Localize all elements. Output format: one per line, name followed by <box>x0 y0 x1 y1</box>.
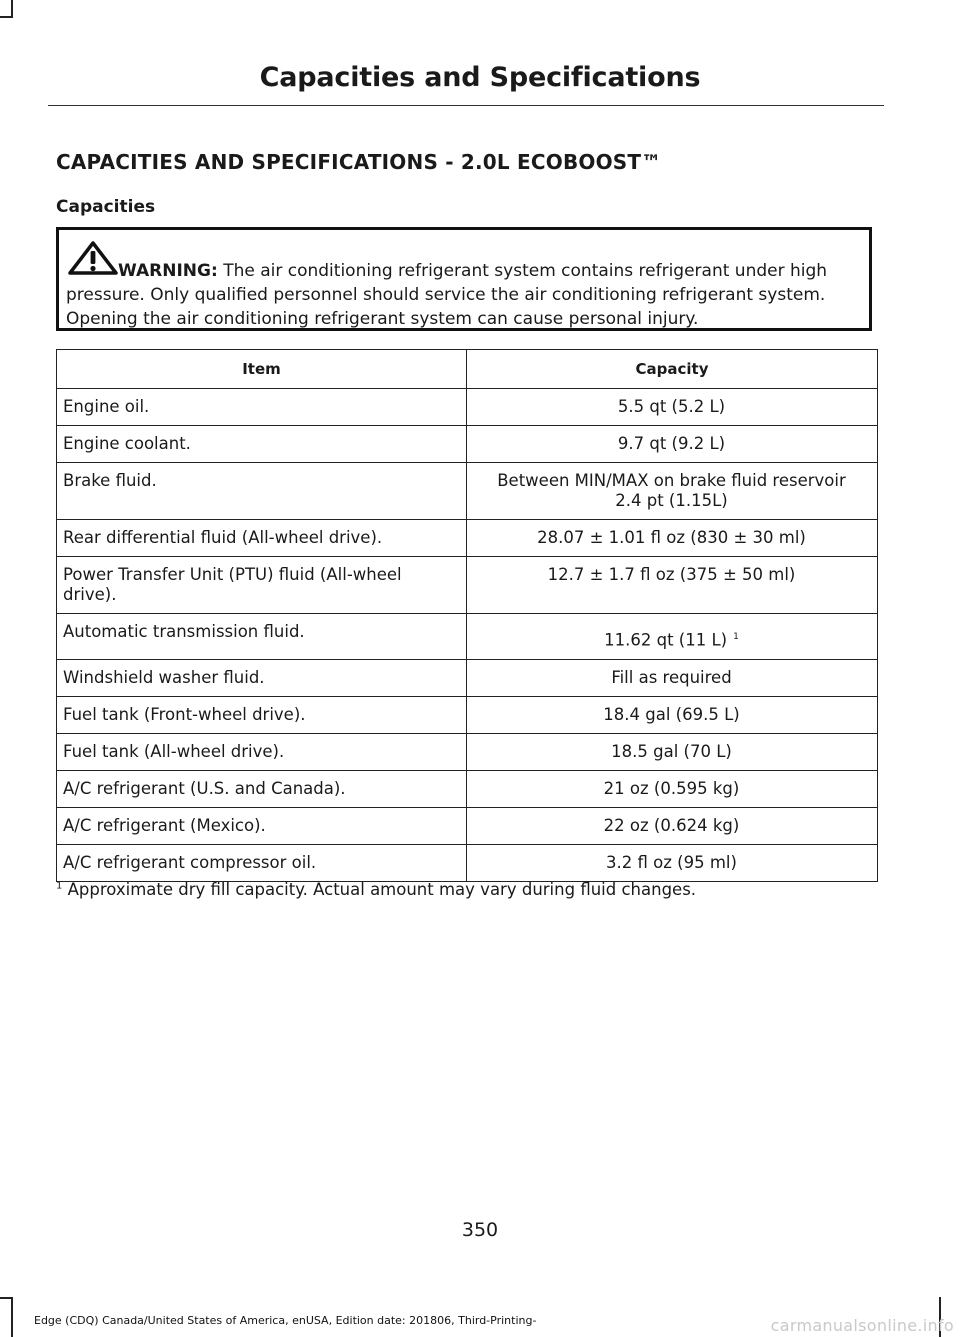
footnote-ref: 1 <box>733 632 739 642</box>
item-cell: Power Transfer Unit (PTU) fluid (All-wheel drive). <box>57 557 467 614</box>
capacity-cell: 18.4 gal (69.5 L) <box>467 696 878 733</box>
capacity-line: 2.4 pt (1.15L) <box>615 491 728 510</box>
crop-mark <box>11 1297 13 1337</box>
table-row <box>57 770 878 807</box>
capacity-cell: 9.7 qt (9.2 L) <box>467 426 878 463</box>
header-divider <box>48 105 884 106</box>
item-cell: Brake fluid. <box>57 463 467 520</box>
capacity-cell <box>467 614 878 660</box>
edition-info: Edge (CDQ) Canada/United States of America, enUSA, Edition date: 201806, Third-Printing- <box>34 1314 537 1327</box>
footnote-mark: 1 <box>56 880 63 892</box>
item-cell: Fuel tank (Front-wheel drive). <box>57 696 467 733</box>
table-row <box>57 426 878 463</box>
subsection-title: Capacities <box>56 197 156 217</box>
page-number: 350 <box>461 1219 499 1241</box>
column-header-capacity: Capacity <box>467 350 878 389</box>
column-header-item: Item <box>57 350 467 389</box>
crop-mark <box>0 16 13 18</box>
item-cell: Fuel tank (All-wheel drive). <box>57 733 467 770</box>
capacity-cell: Fill as required <box>467 659 878 696</box>
table-row <box>57 463 878 520</box>
warning-text <box>66 259 861 331</box>
crop-mark <box>0 1297 13 1299</box>
table-row <box>57 733 878 770</box>
capacity-cell: 28.07 ± 1.01 fl oz (830 ± 30 ml) <box>467 520 878 557</box>
item-cell: A/C refrigerant (U.S. and Canada). <box>57 770 467 807</box>
table-row <box>57 557 878 614</box>
item-cell: Windshield washer fluid. <box>57 659 467 696</box>
watermark: carmanualsonline.info <box>770 1316 954 1335</box>
section-title: CAPACITIES AND SPECIFICATIONS - 2.0L ECOBOOST™ <box>56 150 662 174</box>
footnote-text: Approximate dry fill capacity. Actual amount may vary during fluid changes. <box>67 880 697 899</box>
table-row <box>57 844 878 881</box>
table-row <box>57 614 878 660</box>
warning-label: WARNING: <box>118 261 218 281</box>
item-cell: Rear differential fluid (All-wheel drive). <box>57 520 467 557</box>
capacity-cell: 18.5 gal (70 L) <box>467 733 878 770</box>
item-cell: Engine coolant. <box>57 426 467 463</box>
capacity-value: 11.62 qt (11 L) <box>604 630 728 650</box>
item-cell: Engine oil. <box>57 389 467 426</box>
item-cell: Automatic transmission fluid. <box>57 614 467 660</box>
capacity-cell: 12.7 ± 1.7 fl oz (375 ± 50 ml) <box>467 557 878 614</box>
capacity-line: Between MIN/MAX on brake fluid reservoir <box>497 471 846 490</box>
table-header-row <box>57 350 878 389</box>
capacity-cell <box>467 463 878 520</box>
table-row <box>57 696 878 733</box>
table-row <box>57 659 878 696</box>
capacity-cell: 22 oz (0.624 kg) <box>467 807 878 844</box>
table-row <box>57 520 878 557</box>
table-row <box>57 389 878 426</box>
warning-body: The air conditioning refrigerant system contains refrigerant under high pressure. Only qualified personnel should service the air conditioning refrigerant system. Opening the air conditioning refrigerant system can cause personal injury. <box>66 261 828 329</box>
capacity-cell: 21 oz (0.595 kg) <box>467 770 878 807</box>
item-cell: A/C refrigerant (Mexico). <box>57 807 467 844</box>
capacity-cell: 5.5 qt (5.2 L) <box>467 389 878 426</box>
footnote <box>56 880 696 899</box>
capacity-cell: 3.2 fl oz (95 ml) <box>467 844 878 881</box>
item-cell: A/C refrigerant compressor oil. <box>57 844 467 881</box>
capacities-table <box>56 349 878 882</box>
table-row <box>57 807 878 844</box>
warning-box <box>56 227 872 331</box>
page-header-title: Capacities and Specifications <box>259 62 701 93</box>
